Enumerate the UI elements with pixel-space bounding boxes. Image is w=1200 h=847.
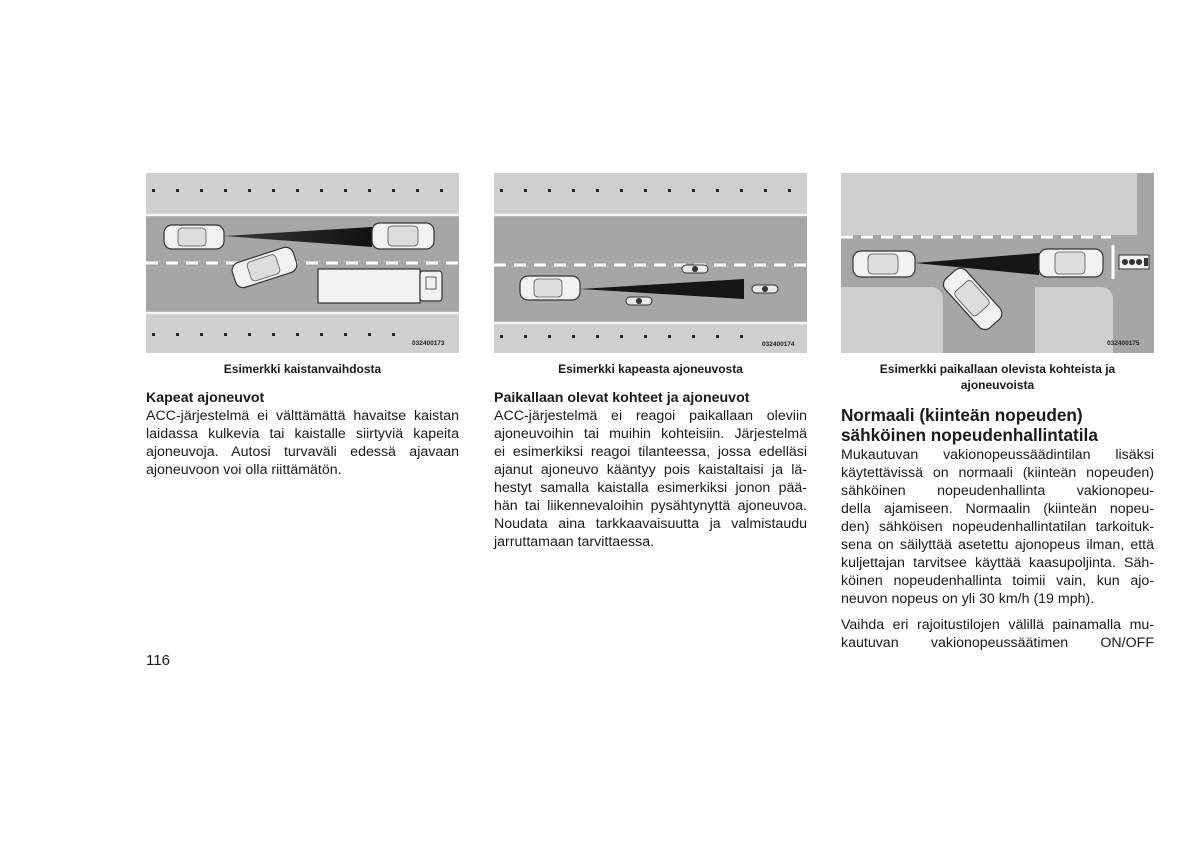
page-number: 116: [146, 652, 170, 669]
section-title: [841, 405, 1154, 445]
caption-line: Esimerkki paikallaan olevista kohteista ja: [879, 362, 1116, 376]
text-line: Mukautuvan vakionopeussäädintilan lisäksi: [841, 447, 1154, 463]
text-line: Noudata aina tarkkaavaisuutta ja valmistaudu: [494, 516, 807, 532]
text-line: Vaihda eri rajoitustilojen välillä painamalla mu-: [841, 617, 1154, 633]
text-line: ei esimerkiksi reagoi tilanteessa, jossa edelläsi: [494, 444, 807, 460]
text-line: ACC-järjestelmä ei välttämättä havaitse kaistan: [146, 408, 459, 424]
text-column-3: [841, 405, 1154, 652]
figure-narrow-vehicle: [494, 173, 807, 353]
text-line: den) sähköisen nopeudenhallintatilan tarkoituk-: [841, 519, 1154, 535]
text-line: ajoneuvoihin tai muihin kohteisiin. Järjestelmä: [494, 426, 807, 442]
text-line: ajoneuvoja. Autosi turvaväli edessä ajavaan: [146, 444, 459, 460]
road: [494, 215, 807, 323]
text-line: sähköinen nopeudenhallinta vakionopeu-: [841, 483, 1154, 499]
stopped-car: [1039, 249, 1103, 277]
text-line: della ajamiseen. Normaalin (kiinteän nopeu-: [841, 501, 1154, 517]
lane-change-illustration: [146, 173, 459, 353]
text-line: kuljettajan tarvitsee käyttää kaasupoljinta. Säh-: [841, 555, 1154, 571]
text-line: hestyt samalla kaistalla esimerkiksi jonon pää-: [494, 480, 807, 496]
figure-stationary-objects: [841, 173, 1154, 353]
own-car: [164, 225, 224, 249]
section-title-line: sähköinen nopeudenhallintatila: [841, 425, 1098, 445]
own-car: [520, 276, 580, 300]
text-line: ACC-järjestelmä ei reagoi paikallaan oleviin: [494, 408, 807, 424]
figure-caption: Esimerkki kaistanvaihdosta: [223, 362, 382, 376]
section-title-line: Normaali (kiinteän nopeuden): [841, 405, 1083, 425]
motorcycle: [682, 265, 708, 273]
lead-car: [372, 223, 434, 249]
motorcycle: [752, 285, 778, 293]
section-heading: Kapeat ajoneuvot: [146, 390, 265, 406]
curb-block: [1035, 287, 1113, 353]
figure-caption: [841, 361, 1154, 393]
figure-lane-change: [146, 173, 459, 353]
narrow-vehicle-illustration: [494, 173, 807, 353]
text-line: kautuvan vakionopeussäätimen ON/OFF: [841, 635, 1154, 651]
figure-code: 032400175: [1107, 340, 1140, 347]
text-line: ajanut ajoneuvo kääntyy pois kaistaltaisi ja lä-: [494, 462, 807, 478]
section-heading: Paikallaan olevat kohteet ja ajoneuvot: [494, 390, 750, 406]
caption-line: ajoneuvoista: [960, 378, 1035, 392]
stationary-objects-illustration: [841, 173, 1154, 353]
text-line: neuvon nopeus on yli 30 km/h (19 mph).: [841, 591, 1095, 607]
motorcycle: [626, 297, 652, 305]
text-column-2: [494, 389, 807, 551]
text-line: hän tai liikennevaloihin pysähtynyttä ajoneuvoa.: [494, 498, 807, 514]
text-column-1: [146, 389, 459, 479]
text-line: jarruttamaan tarvittaessa.: [494, 534, 655, 550]
figure-caption: Esimerkki kapeasta ajoneuvosta: [558, 362, 743, 376]
truck: [318, 269, 442, 303]
figure-code: 032400173: [412, 340, 445, 347]
text-line: sena on säilyttää asetettu ajonopeus ilman, että: [841, 537, 1154, 553]
text-line: köinen nopeudenhallinta toimii vain, kun ajo-: [841, 573, 1154, 589]
text-line: käytettävissä on normaali (kiinteän nopeuden): [841, 465, 1154, 481]
text-line: ajoneuvoon voi olla riittämätön.: [146, 462, 342, 478]
text-line: laidassa kulkevia tai kaistalle siirtyviä kapeita: [146, 426, 459, 442]
traffic-light-icon: [1119, 255, 1149, 269]
figure-code: 032400174: [762, 341, 795, 348]
own-car: [853, 251, 915, 277]
